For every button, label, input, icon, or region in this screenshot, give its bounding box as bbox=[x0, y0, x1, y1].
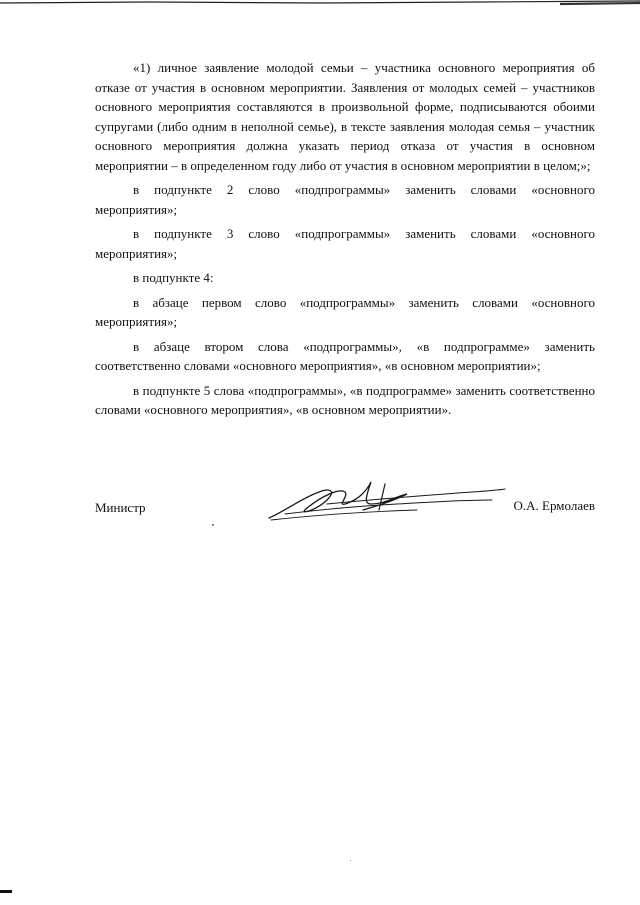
scan-edge-mark bbox=[0, 890, 12, 893]
paragraph-3: в подпункте 3 слово «подпрограммы» заменить словами «основного мероприятия»; bbox=[95, 226, 595, 261]
paragraph-5: в абзаце первом слово «подпрограммы» заменить словами «основного мероприятия»; bbox=[95, 294, 595, 329]
signer-name: О.А. Ермолаев bbox=[513, 498, 595, 513]
signer-title: Министр bbox=[95, 500, 146, 515]
scan-speck bbox=[212, 524, 214, 526]
paragraph-6: в абзаце втором слова «подпрограммы», «в подпрограмме» заменить соответственно словами «основного мероприятия», «в основном мероприятии»; bbox=[95, 338, 595, 373]
handwritten-signature bbox=[267, 470, 507, 525]
signature-block bbox=[95, 470, 595, 550]
document-body bbox=[95, 58, 595, 425]
paragraph-1: «1) личное заявление молодой семьи – участника основного мероприятия об отказе от участия в основном мероприятии. Заявления от молодых семей – участников основного мероприятия составляются в произвольной форме, подписываются обоими супругами (либо одним в неполной семье), в тексте заявления молодая семья – участник основного мероприятия должна указать период отказа от участия в основном мероприятии – в определенном году либо от участия в основном мероприятии в целом;»; bbox=[95, 60, 595, 173]
scan-top-edge bbox=[0, 0, 640, 10]
paragraph-2: в подпункте 2 слово «подпрограммы» заменить словами «основного мероприятия»; bbox=[95, 182, 595, 217]
paragraph-4: в подпункте 4: bbox=[133, 270, 214, 285]
paragraph-7: в подпункте 5 слова «подпрограммы», «в подпрограмме» заменить соответственно словами «основного мероприятия», «в основном мероприятии». bbox=[95, 382, 595, 417]
scan-speck bbox=[350, 860, 351, 861]
